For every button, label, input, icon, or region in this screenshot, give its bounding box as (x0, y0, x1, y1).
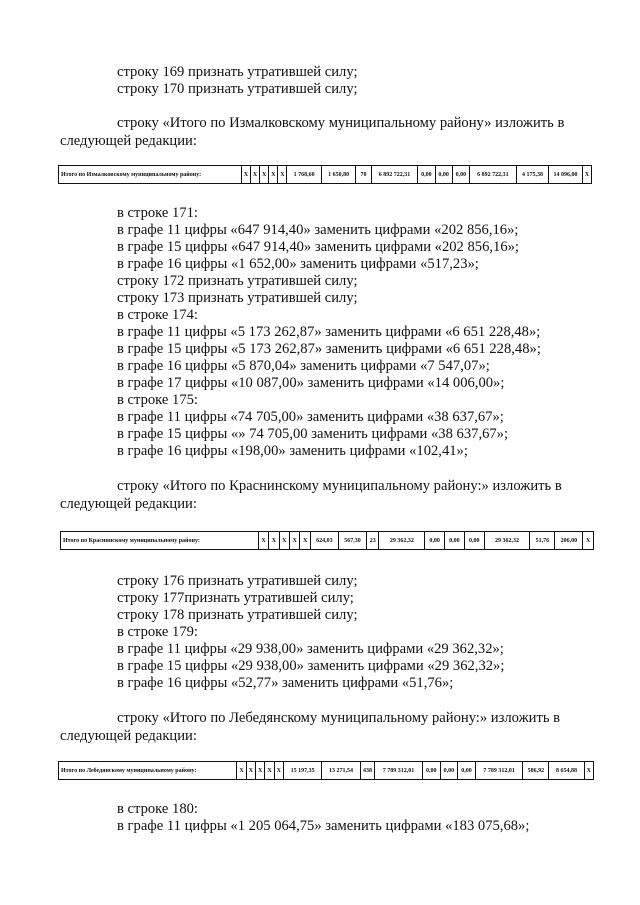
row-label: Итого по Измалковскому муниципальному району: (59, 166, 242, 184)
table-cell: 70 (356, 166, 371, 184)
text-line: строку 177признать утратившей силу; (117, 590, 354, 606)
table-cell: 0,00 (418, 166, 435, 184)
paragraph-line: строку «Итого по Измалковскому муниципальному району» изложить в (117, 115, 565, 131)
paragraph-line: строку «Итого по Лебедянскому муниципальному району:» изложить в (117, 710, 561, 726)
table-cell: 0,00 (422, 762, 440, 780)
table-cell: X (246, 762, 255, 780)
table-cell: X (259, 166, 268, 184)
totals-table-izmalkovsky (58, 165, 592, 184)
text-line: в графе 16 цифры «1 652,00» заменить цифрами «517,23»; (117, 256, 479, 272)
text-line: в графе 15 цифры «647 914,40» заменить цифрами «202 856,16»; (117, 239, 519, 255)
table-cell: X (255, 762, 264, 780)
table-cell: 7 789 312,01 (475, 762, 523, 780)
table-cell: 51,76 (530, 532, 555, 550)
row-label: Итого по Краснинскому муниципальному району: (61, 532, 259, 550)
text-line: в графе 16 цифры «5 870,04» заменить цифрами «7 547,07»; (117, 358, 490, 374)
paragraph-line: следующей редакции: (60, 133, 197, 149)
table-cell: X (237, 762, 246, 780)
text-line: в графе 11 цифры «647 914,40» заменить цифрами «202 856,16»; (117, 222, 519, 238)
table-cell: 0,00 (425, 532, 445, 550)
table-row (61, 532, 594, 550)
table-cell: X (279, 532, 289, 550)
table-cell: 8 654,88 (549, 762, 584, 780)
text-line: в строке 174: (117, 307, 198, 323)
table-cell: X (300, 532, 310, 550)
table-cell: 438 (360, 762, 375, 780)
table-row (59, 166, 592, 184)
text-line: в графе 16 цифры «198,00» заменить цифрами «102,41»; (117, 443, 468, 459)
table-cell: X (241, 166, 250, 184)
text-line: в графе 11 цифры «74 705,00» заменить цифрами «38 637,67»; (117, 409, 504, 425)
text-line: в графе 17 цифры «10 087,00» заменить цифрами «14 006,00»; (117, 375, 505, 391)
row-label: Итого по Лебедянскому муниципальному району: (59, 762, 237, 780)
table-cell: 0,00 (445, 532, 465, 550)
table-cell: X (278, 166, 287, 184)
text-line: строку 172 признать утратившей силу; (117, 273, 358, 289)
text-line: строку 169 признать утратившей силу; (117, 64, 358, 80)
text-line: строку 170 признать утратившей силу; (117, 81, 358, 97)
table-cell: X (269, 166, 278, 184)
table-cell: X (269, 532, 279, 550)
table-cell: 586,92 (523, 762, 549, 780)
text-line: в строке 179: (117, 624, 198, 640)
table-cell: 1 650,80 (321, 166, 356, 184)
text-line: в графе 16 цифры «52,77» заменить цифрами «51,76»; (117, 675, 454, 691)
table-cell: 0,00 (458, 762, 476, 780)
totals-table-lebedyansky (58, 761, 594, 780)
table-cell: 23 (367, 532, 379, 550)
paragraph-line: строку «Итого по Краснинскому муниципальному району:» изложить в (117, 478, 562, 494)
text-line: в графе 11 цифры «1 205 064,75» заменить цифрами «183 075,68»; (117, 818, 530, 834)
text-line: в графе 15 цифры «5 173 262,87» заменить цифрами «6 651 228,48»; (117, 341, 541, 357)
text-line: в графе 15 цифры «29 938,00» заменить цифрами «29 362,32»; (117, 658, 505, 674)
table-cell: 29 362,32 (379, 532, 425, 550)
table-cell: 13 271,54 (322, 762, 360, 780)
totals-table-krasninsky (60, 531, 594, 550)
table-cell: 6 892 722,31 (371, 166, 418, 184)
table-cell: 0,00 (464, 532, 484, 550)
table-cell: X (250, 166, 259, 184)
table-cell: X (274, 762, 283, 780)
text-line: в строке 175: (117, 392, 198, 408)
table-cell: X (582, 166, 591, 184)
text-line: в строке 171: (117, 205, 198, 221)
table-cell: 206,00 (555, 532, 583, 550)
text-line: строку 178 признать утратившей силу; (117, 607, 358, 623)
table-cell: 1 768,60 (287, 166, 322, 184)
table-row (59, 762, 594, 780)
text-line: в строке 180: (117, 801, 198, 817)
table-cell: 0,00 (440, 762, 458, 780)
table-cell: X (265, 762, 274, 780)
table-cell: 624,03 (310, 532, 338, 550)
text-line: в графе 11 цифры «5 173 262,87» заменить цифрами «6 651 228,48»; (117, 324, 541, 340)
table-cell: 6 892 722,31 (470, 166, 517, 184)
text-line: строку 173 признать утратившей силу; (117, 290, 358, 306)
table-cell: 567,30 (338, 532, 366, 550)
table-cell: X (258, 532, 268, 550)
paragraph-line: следующей редакции: (60, 496, 197, 512)
paragraph-line: следующей редакции: (60, 728, 197, 744)
table-cell: 7 789 312,01 (375, 762, 423, 780)
table-cell: X (290, 532, 300, 550)
table-cell: 29 362,32 (484, 532, 530, 550)
table-cell: 0,00 (435, 166, 452, 184)
table-cell: X (583, 532, 594, 550)
table-cell: 0,00 (452, 166, 469, 184)
text-line: в графе 11 цифры «29 938,00» заменить цифрами «29 362,32»; (117, 641, 504, 657)
text-line: в графе 15 цифры «» 74 705,00 заменить цифрами «38 637,67»; (117, 426, 509, 442)
table-cell: 15 197,35 (283, 762, 321, 780)
table-cell: 4 175,38 (516, 166, 548, 184)
table-cell: 14 096,00 (549, 166, 583, 184)
text-line: строку 176 признать утратившей силу; (117, 573, 358, 589)
table-cell: X (584, 762, 593, 780)
